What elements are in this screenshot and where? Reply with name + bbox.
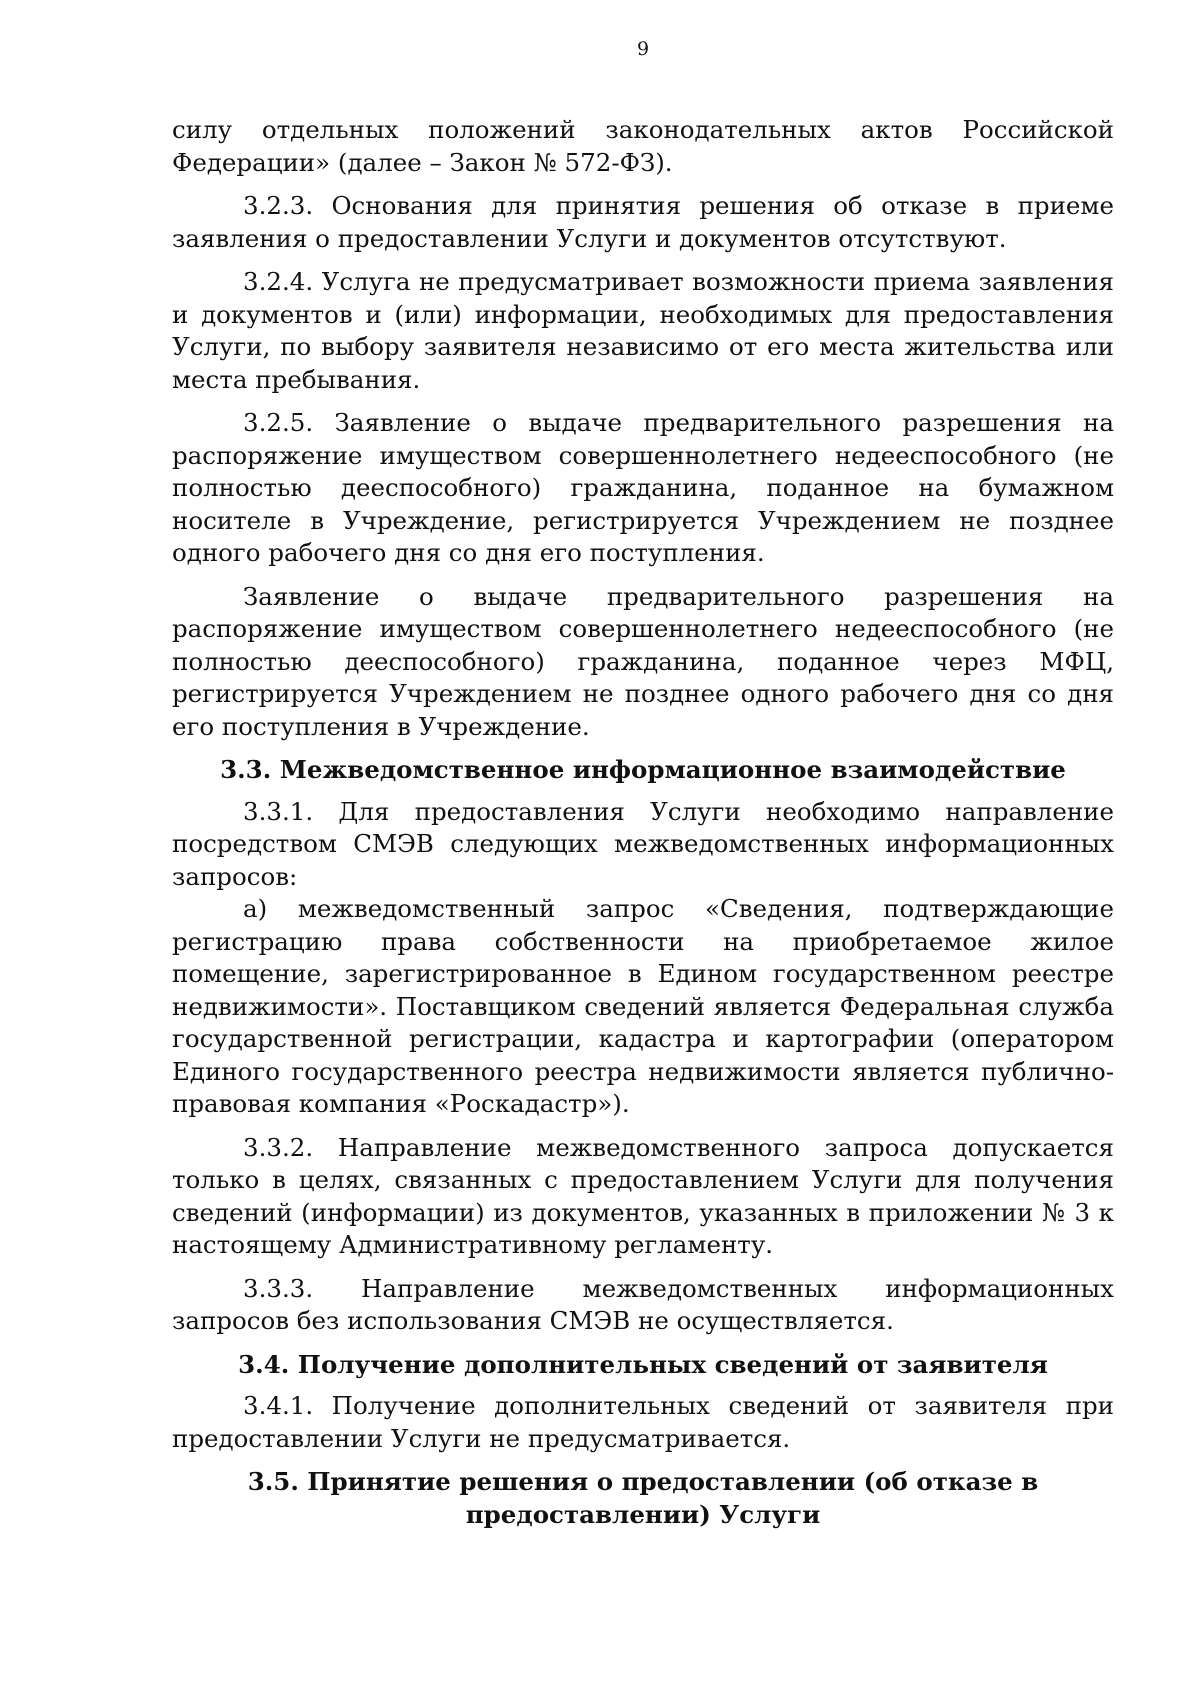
- page-number: 9: [636, 38, 650, 60]
- paragraph-3-3-1: 3.3.1. Для предоставления Услуги необходимо направление посредством СМЭВ следующих межведомственных информационных запросов:: [172, 796, 1114, 891]
- paragraph-3-3-3: 3.3.3. Направление межведомственных информационных запросов без использования СМЭВ не осуществляется.: [172, 1273, 1114, 1335]
- paragraph-3-4-1: 3.4.1. Получение дополнительных сведений от заявителя при предоставлении Услуги не предусматривается.: [172, 1391, 1114, 1453]
- paragraph-3-3-2: 3.3.2. Направление межведомственного запроса допускается только в целях, связанных с предоставлением Услуги для получения сведений (информации) из документов, указанных в приложении № 3 к настоящему Административному регламенту.: [172, 1132, 1114, 1259]
- section-heading-3-5: 3.5. Принятие решения о предоставлении (об отказе в предоставлении) Услуги: [247, 1467, 1039, 1529]
- paragraph-3-2-5: 3.2.5. Заявление о выдаче предварительного разрешения на распоряжение имуществом совершеннолетнего недееспособного (не полностью дееспособного) гражданина, поданное на бумажном носителе в Учреждение, регистрируется Учреждением не позднее одного рабочего дня со дня его поступления.: [172, 408, 1114, 567]
- section-heading-3-4: 3.4. Получение дополнительных сведений от заявителя: [238, 1349, 1048, 1379]
- paragraph-3-2-4: 3.2.4. Услуга не предусматривает возможности приема заявления и документов и (или) информации, необходимых для предоставления Услуги, по выбору заявителя независимо от его места жительства или места пребывания.: [172, 267, 1114, 394]
- document-body: [172, 114, 1114, 1540]
- paragraph-law-reference: силу отдельных положений законодательных актов Российской Федерации» (далее – Закон № 572-ФЗ).: [172, 115, 1114, 177]
- paragraph-3-2-3: 3.2.3. Основания для принятия решения об отказе в приеме заявления о предоставлении Услуги и документов отсутствуют.: [172, 191, 1114, 253]
- paragraph-mfc-registration: Заявление о выдаче предварительного разрешения на распоряжение имуществом совершеннолетнего недееспособного (не полностью дееспособного) гражданина, поданное через МФЦ, регистрируется Учреждением не позднее одного рабочего дня со дня его поступления в Учреждение.: [172, 581, 1114, 741]
- section-heading-3-3: 3.3. Межведомственное информационное взаимодействие: [220, 755, 1066, 784]
- paragraph-3-3-1-a: а) межведомственный запрос «Сведения, подтверждающие регистрацию права собственности на приобретаемое жилое помещение, зарегистрированное в Едином государственном реестре недвижимости». Поставщиком сведений является Федеральная служба государственной регистрации, кадастра и картографии (оператором Единого государственного реестра недвижимости является публично-правовая компания «Роскадастр»).: [172, 894, 1114, 1118]
